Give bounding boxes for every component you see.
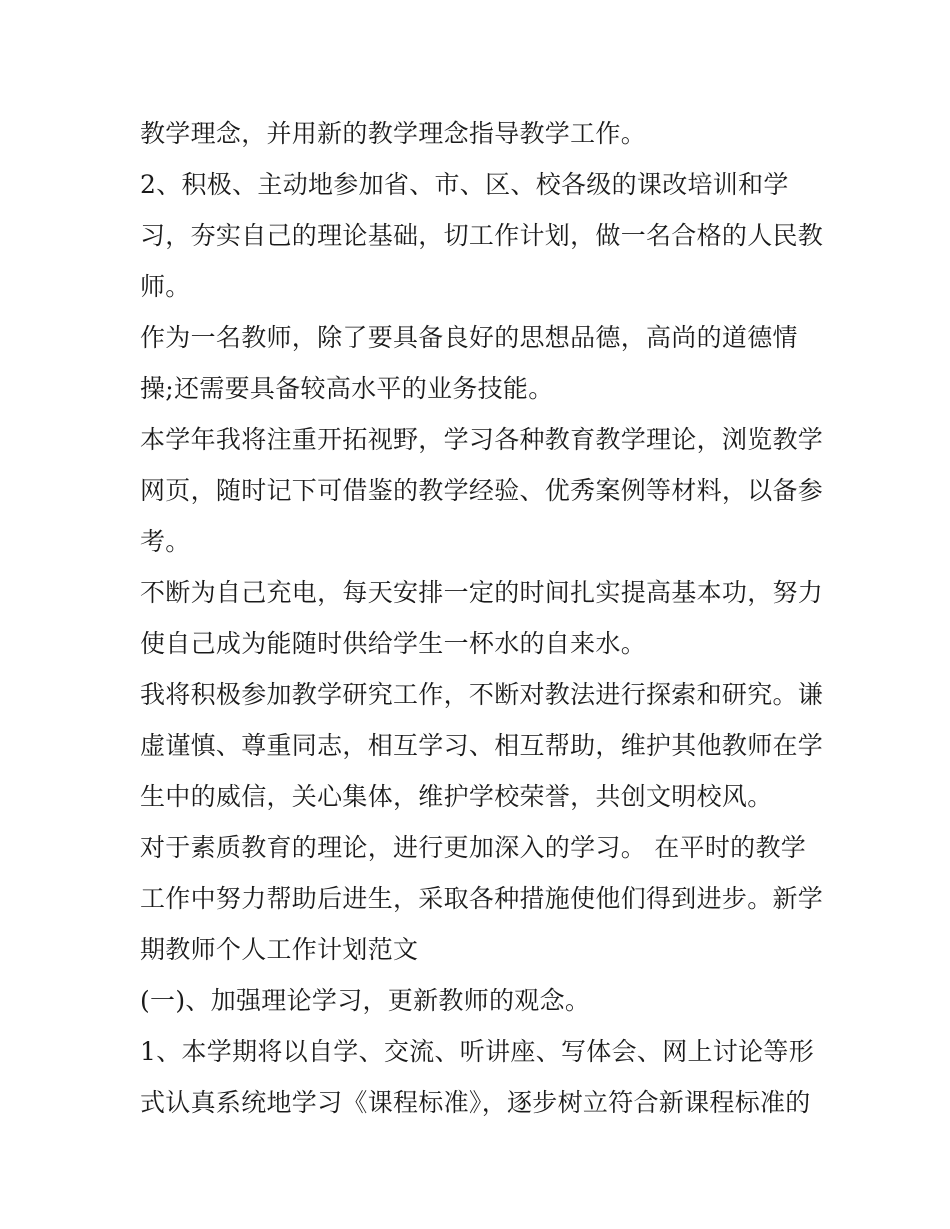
text-line: 教学理念，并用新的教学理念指导教学工作。 bbox=[140, 119, 647, 148]
document-body bbox=[140, 108, 824, 1128]
text-line: 对于素质教育的理论，进行更加深入的学习。 在平时的教学 bbox=[140, 833, 807, 862]
text-line: 网页，随时记下可借鉴的教学经验、优秀案例等材料，以备参 bbox=[140, 476, 824, 505]
text-line: 使自己成为能随时供给学生一杯水的自来水。 bbox=[140, 629, 647, 658]
text-line: 式认真系统地学习《课程标准》，逐步树立符合新课程标准的 bbox=[140, 1088, 811, 1117]
text-line: 期教师个人工作计划范文 bbox=[140, 935, 419, 964]
text-line: 考。 bbox=[140, 527, 191, 556]
text-line: (一)、加强理论学习，更新教师的观念。 bbox=[140, 986, 591, 1015]
text-line: 工作中努力帮助后进生，采取各种措施使他们得到进步。新学 bbox=[140, 884, 824, 913]
text-line: 虚谨慎、尊重同志，相互学习、相互帮助，维护其他教师在学 bbox=[140, 731, 824, 760]
text-line: 习，夯实自己的理论基础，切工作计划，做一名合格的人民教 bbox=[140, 221, 824, 250]
text-line: 生中的威信，关心集体，维护学校荣誉，共创文明校风。 bbox=[140, 782, 773, 811]
text-line: 我将积极参加教学研究工作，不断对教法进行探索和研究。谦 bbox=[140, 680, 824, 709]
text-line: 操;还需要具备较高水平的业务技能。 bbox=[140, 374, 554, 403]
text-line: 本学年我将注重开拓视野，学习各种教育教学理论，浏览教学 bbox=[140, 425, 824, 454]
text-line: 师。 bbox=[140, 272, 191, 301]
text-line: 1、本学期将以自学、交流、听讲座、写体会、网上讨论等形 bbox=[140, 1037, 815, 1066]
text-line: 作为一名教师，除了要具备良好的思想品德，高尚的道德情 bbox=[140, 323, 798, 352]
text-line: 不断为自己充电，每天安排一定的时间扎实提高基本功，努力 bbox=[140, 578, 824, 607]
text-line: 2、积极、主动地参加省、市、区、校各级的课改培训和学 bbox=[140, 170, 789, 199]
